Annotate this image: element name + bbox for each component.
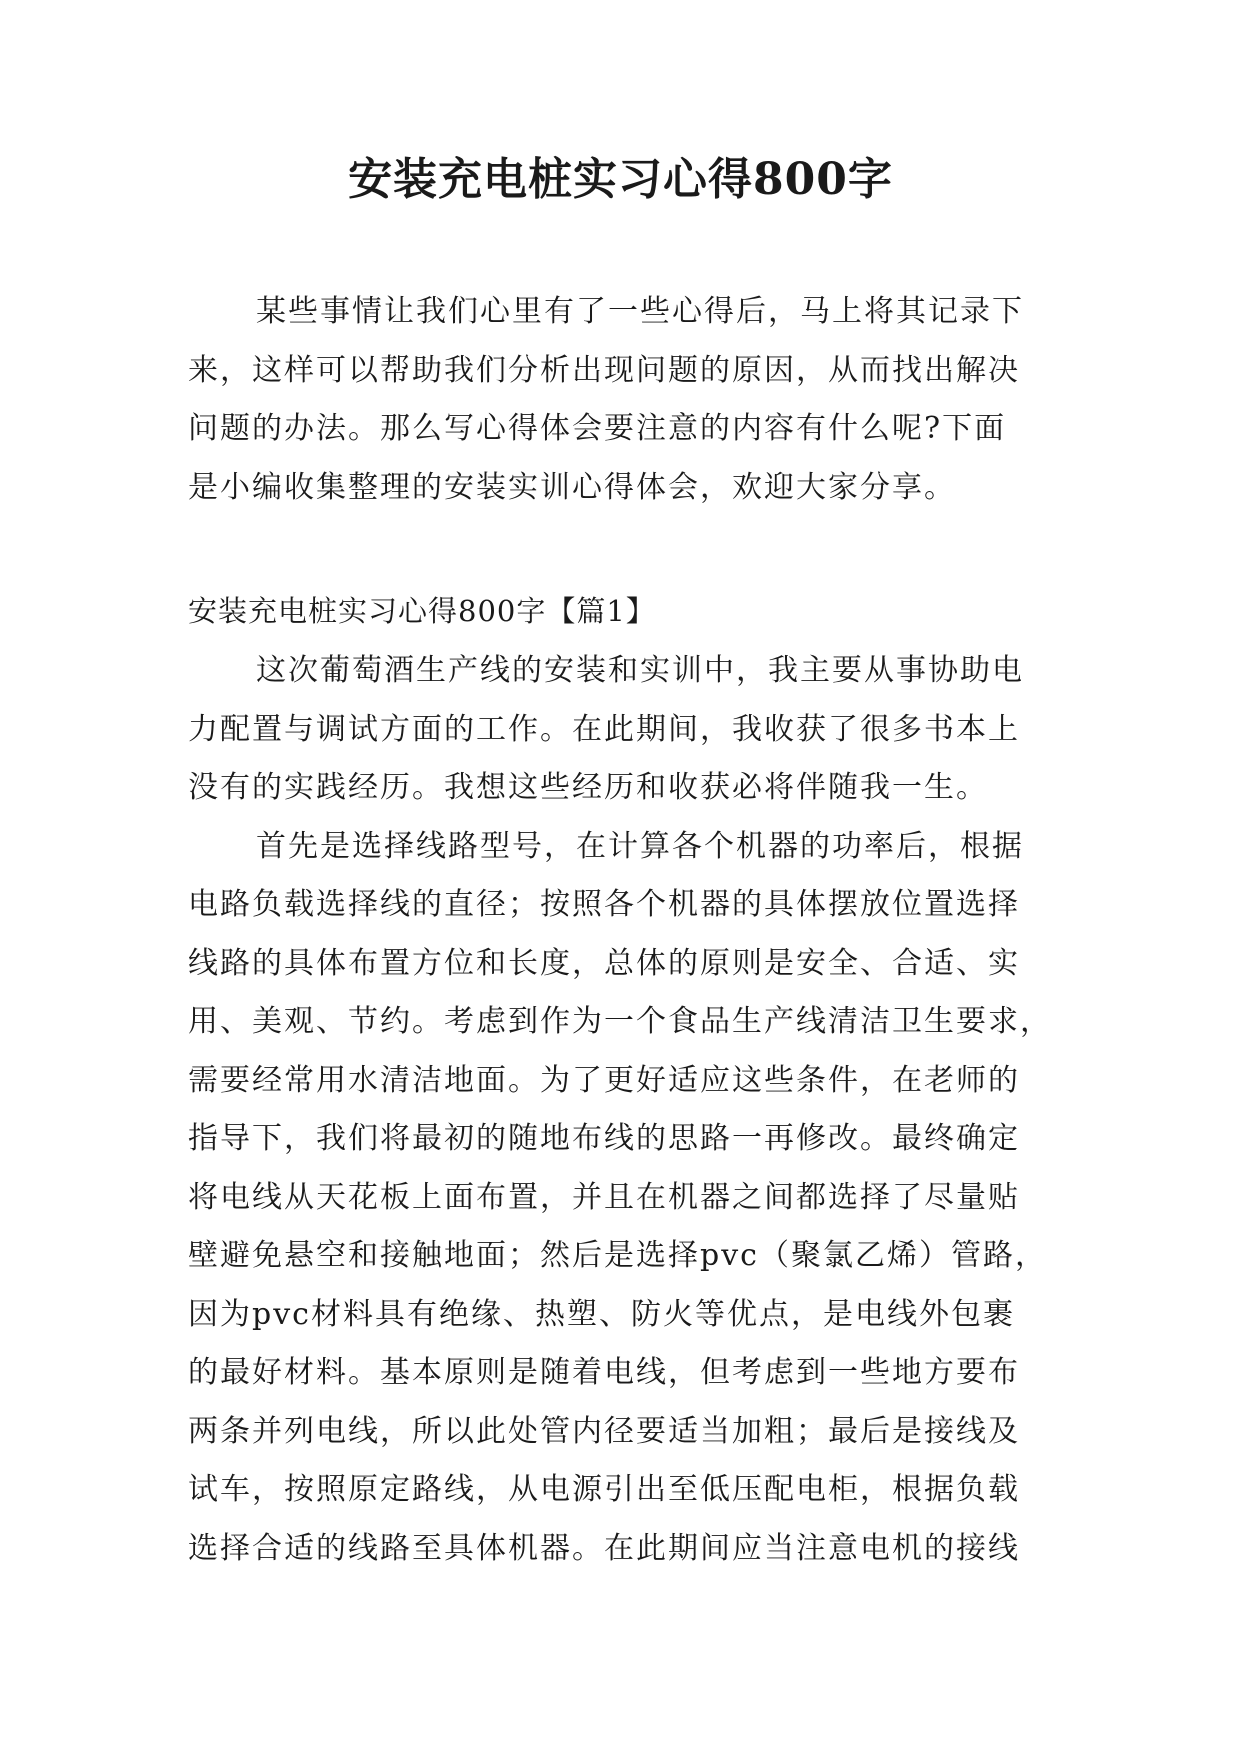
text-line: 壁避免悬空和接触地面；然后是选择pvc（聚氯乙烯）管路， (188, 1238, 1047, 1273)
document-title: 安装充电桩实习心得800字 (348, 154, 893, 205)
text-line: 来，这样可以帮助我们分析出现问题的原因，从而找出解决 (188, 352, 1020, 388)
section-1 (188, 586, 1068, 1578)
text-line: 线路的具体布置方位和长度，总体的原则是安全、合适、实 (188, 945, 1020, 981)
text-line: 没有的实践经历。我想这些经历和收获必将伴随我一生。 (188, 770, 988, 805)
text-line: 两条并列电线，所以此处管内径要适当加粗；最后是接线及 (188, 1413, 1020, 1449)
text-line: 将电线从天花板上面布置，并且在机器之间都选择了尽量贴 (188, 1179, 1020, 1215)
text-line: 试车，按照原定路线，从电源引出至低压配电柜，根据负载 (188, 1472, 1020, 1507)
text-line: 问题的办法。那么写心得体会要注意的内容有什么呢?下面 (188, 411, 1007, 446)
section-heading: 安装充电桩实习心得800字【篇1】 (188, 594, 656, 628)
text-line: 这次葡萄酒生产线的安装和实训中，我主要从事协助电 (256, 653, 1024, 688)
text-line: 电路负载选择线的直径；按照各个机器的具体摆放位置选择 (188, 887, 1020, 922)
paragraph-1 (188, 642, 1068, 818)
intro-paragraph (188, 283, 1068, 517)
text-line: 用、美观、节约。考虑到作为一个食品生产线清洁卫生要求， (188, 1004, 1052, 1039)
text-line: 选择合适的线路至具体机器。在此期间应当注意电机的接线 (188, 1530, 1020, 1566)
text-line: 需要经常用水清洁地面。为了更好适应这些条件，在老师的 (188, 1062, 1020, 1098)
text-line: 是小编收集整理的安装实训心得体会，欢迎大家分享。 (188, 469, 956, 505)
text-line: 的最好材料。基本原则是随着电线，但考虑到一些地方要布 (188, 1355, 1020, 1390)
text-line: 某些事情让我们心里有了一些心得后，马上将其记录下 (256, 294, 1024, 329)
text-line: 指导下，我们将最初的随地布线的思路一再修改。最终确定 (188, 1121, 1020, 1156)
text-line: 力配置与调试方面的工作。在此期间，我收获了很多书本上 (188, 711, 1020, 747)
text-line: 首先是选择线路型号，在计算各个机器的功率后，根据 (256, 828, 1024, 864)
text-line: 因为pvc材料具有绝缘、热塑、防火等优点，是电线外包裹 (188, 1296, 1015, 1332)
paragraph-2 (188, 818, 1068, 1579)
